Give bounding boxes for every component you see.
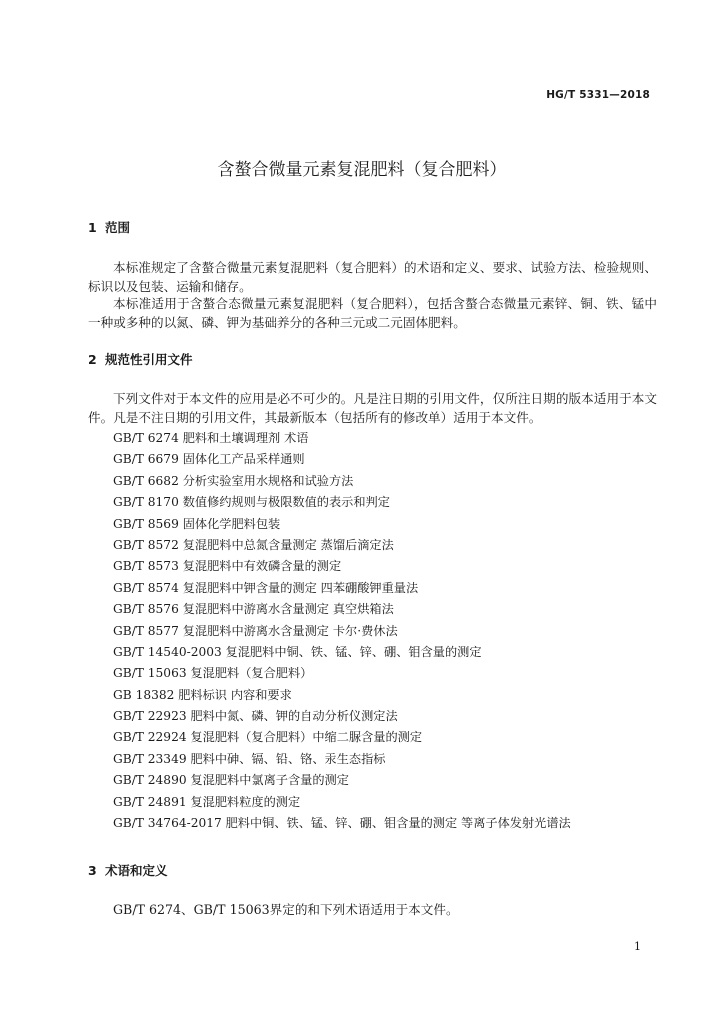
reference-item: GB/T 6682 分析实验室用水规格和试验方法: [113, 473, 354, 488]
section-heading-terms-and-definitions: [88, 861, 168, 881]
section-number: 2: [88, 352, 97, 367]
reference-item: GB/T 22924 复混肥料（复合肥料）中缩二脲含量的测定: [113, 730, 423, 745]
reference-item: GB/T 34764-2017 肥料中铜、铁、锰、锌、硼、钼含量的测定 等离子体发射光谱法: [113, 816, 571, 831]
section-title: 规范性引用文件: [105, 352, 193, 367]
reference-item: GB/T 8573 复混肥料中有效磷含量的测定: [113, 559, 342, 574]
paragraph: 本标准适用于含螯合态微量元素复混肥料（复合肥料），包括含螯合态微量元素锌、铜、铁、锰中一种或多种的以氮、磷、钾为基础养分的各种三元或二元固体肥料。: [88, 296, 657, 330]
reference-item: GB/T 22923 肥料中氮、磷、钾的自动分析仪测定法: [113, 709, 398, 724]
reference-item: GB/T 8574 复混肥料中钾含量的测定 四苯硼酸钾重量法: [113, 580, 419, 595]
reference-list: [113, 428, 673, 834]
page-number: 1: [634, 940, 641, 953]
section-number: 3: [88, 863, 97, 878]
paragraph: 本标准规定了含螯合微量元素复混肥料（复合肥料）的术语和定义、要求、试验方法、检验规则、标识以及包装、运输和储存。: [88, 260, 657, 294]
section-title: 范围: [105, 220, 131, 235]
reference-item: GB/T 24890 复混肥料中氯离子含量的测定: [113, 773, 349, 788]
document-title: 含螯合微量元素复混肥料（复合肥料）: [217, 160, 507, 180]
reference-item: GB/T 6679 固体化工产品采样通则: [113, 452, 305, 467]
section-heading-scope: [88, 218, 130, 238]
reference-item: GB/T 8569 固体化学肥料包装: [113, 516, 281, 531]
reference-item: GB/T 23349 肥料中砷、镉、铅、铬、汞生态指标: [113, 751, 386, 766]
section-number: 1: [88, 220, 97, 235]
reference-item: GB 18382 肥料标识 内容和要求: [113, 687, 292, 702]
reference-item: GB/T 6274 肥料和土壤调理剂 术语: [113, 431, 309, 445]
reference-item: GB/T 8170 数值修约规则与极限数值的表示和判定: [113, 495, 390, 510]
reference-item: GB/T 8577 复混肥料中游离水含量测定 卡尔·费休法: [113, 623, 398, 638]
reference-item: GB/T 24891 复混肥料粒度的测定: [113, 794, 301, 809]
reference-item: GB/T 8572 复混肥料中总氮含量测定 蒸馏后滴定法: [113, 537, 394, 552]
reference-item: GB/T 8576 复混肥料中游离水含量测定 真空烘箱法: [113, 602, 394, 617]
reference-item: GB/T 14540-2003 复混肥料中铜、铁、锰、锌、硼、钼含量的测定: [113, 644, 482, 659]
reference-item: GB/T 15063 复混肥料（复合肥料）: [113, 666, 313, 681]
standard-code: HG/T 5331—2018: [546, 89, 650, 101]
section-heading-normative-references: [88, 350, 193, 370]
paragraph: 下列文件对于本文件的应用是必不可少的。凡是注日期的引用文件，仅所注日期的版本适用于本文件。凡是不注日期的引用文件，其最新版本（包括所有的修改单）适用于本文件。: [88, 391, 657, 425]
section-title: 术语和定义: [105, 863, 168, 878]
paragraph: GB/T 6274、GB/T 15063界定的和下列术语适用于本文件。: [113, 902, 459, 917]
